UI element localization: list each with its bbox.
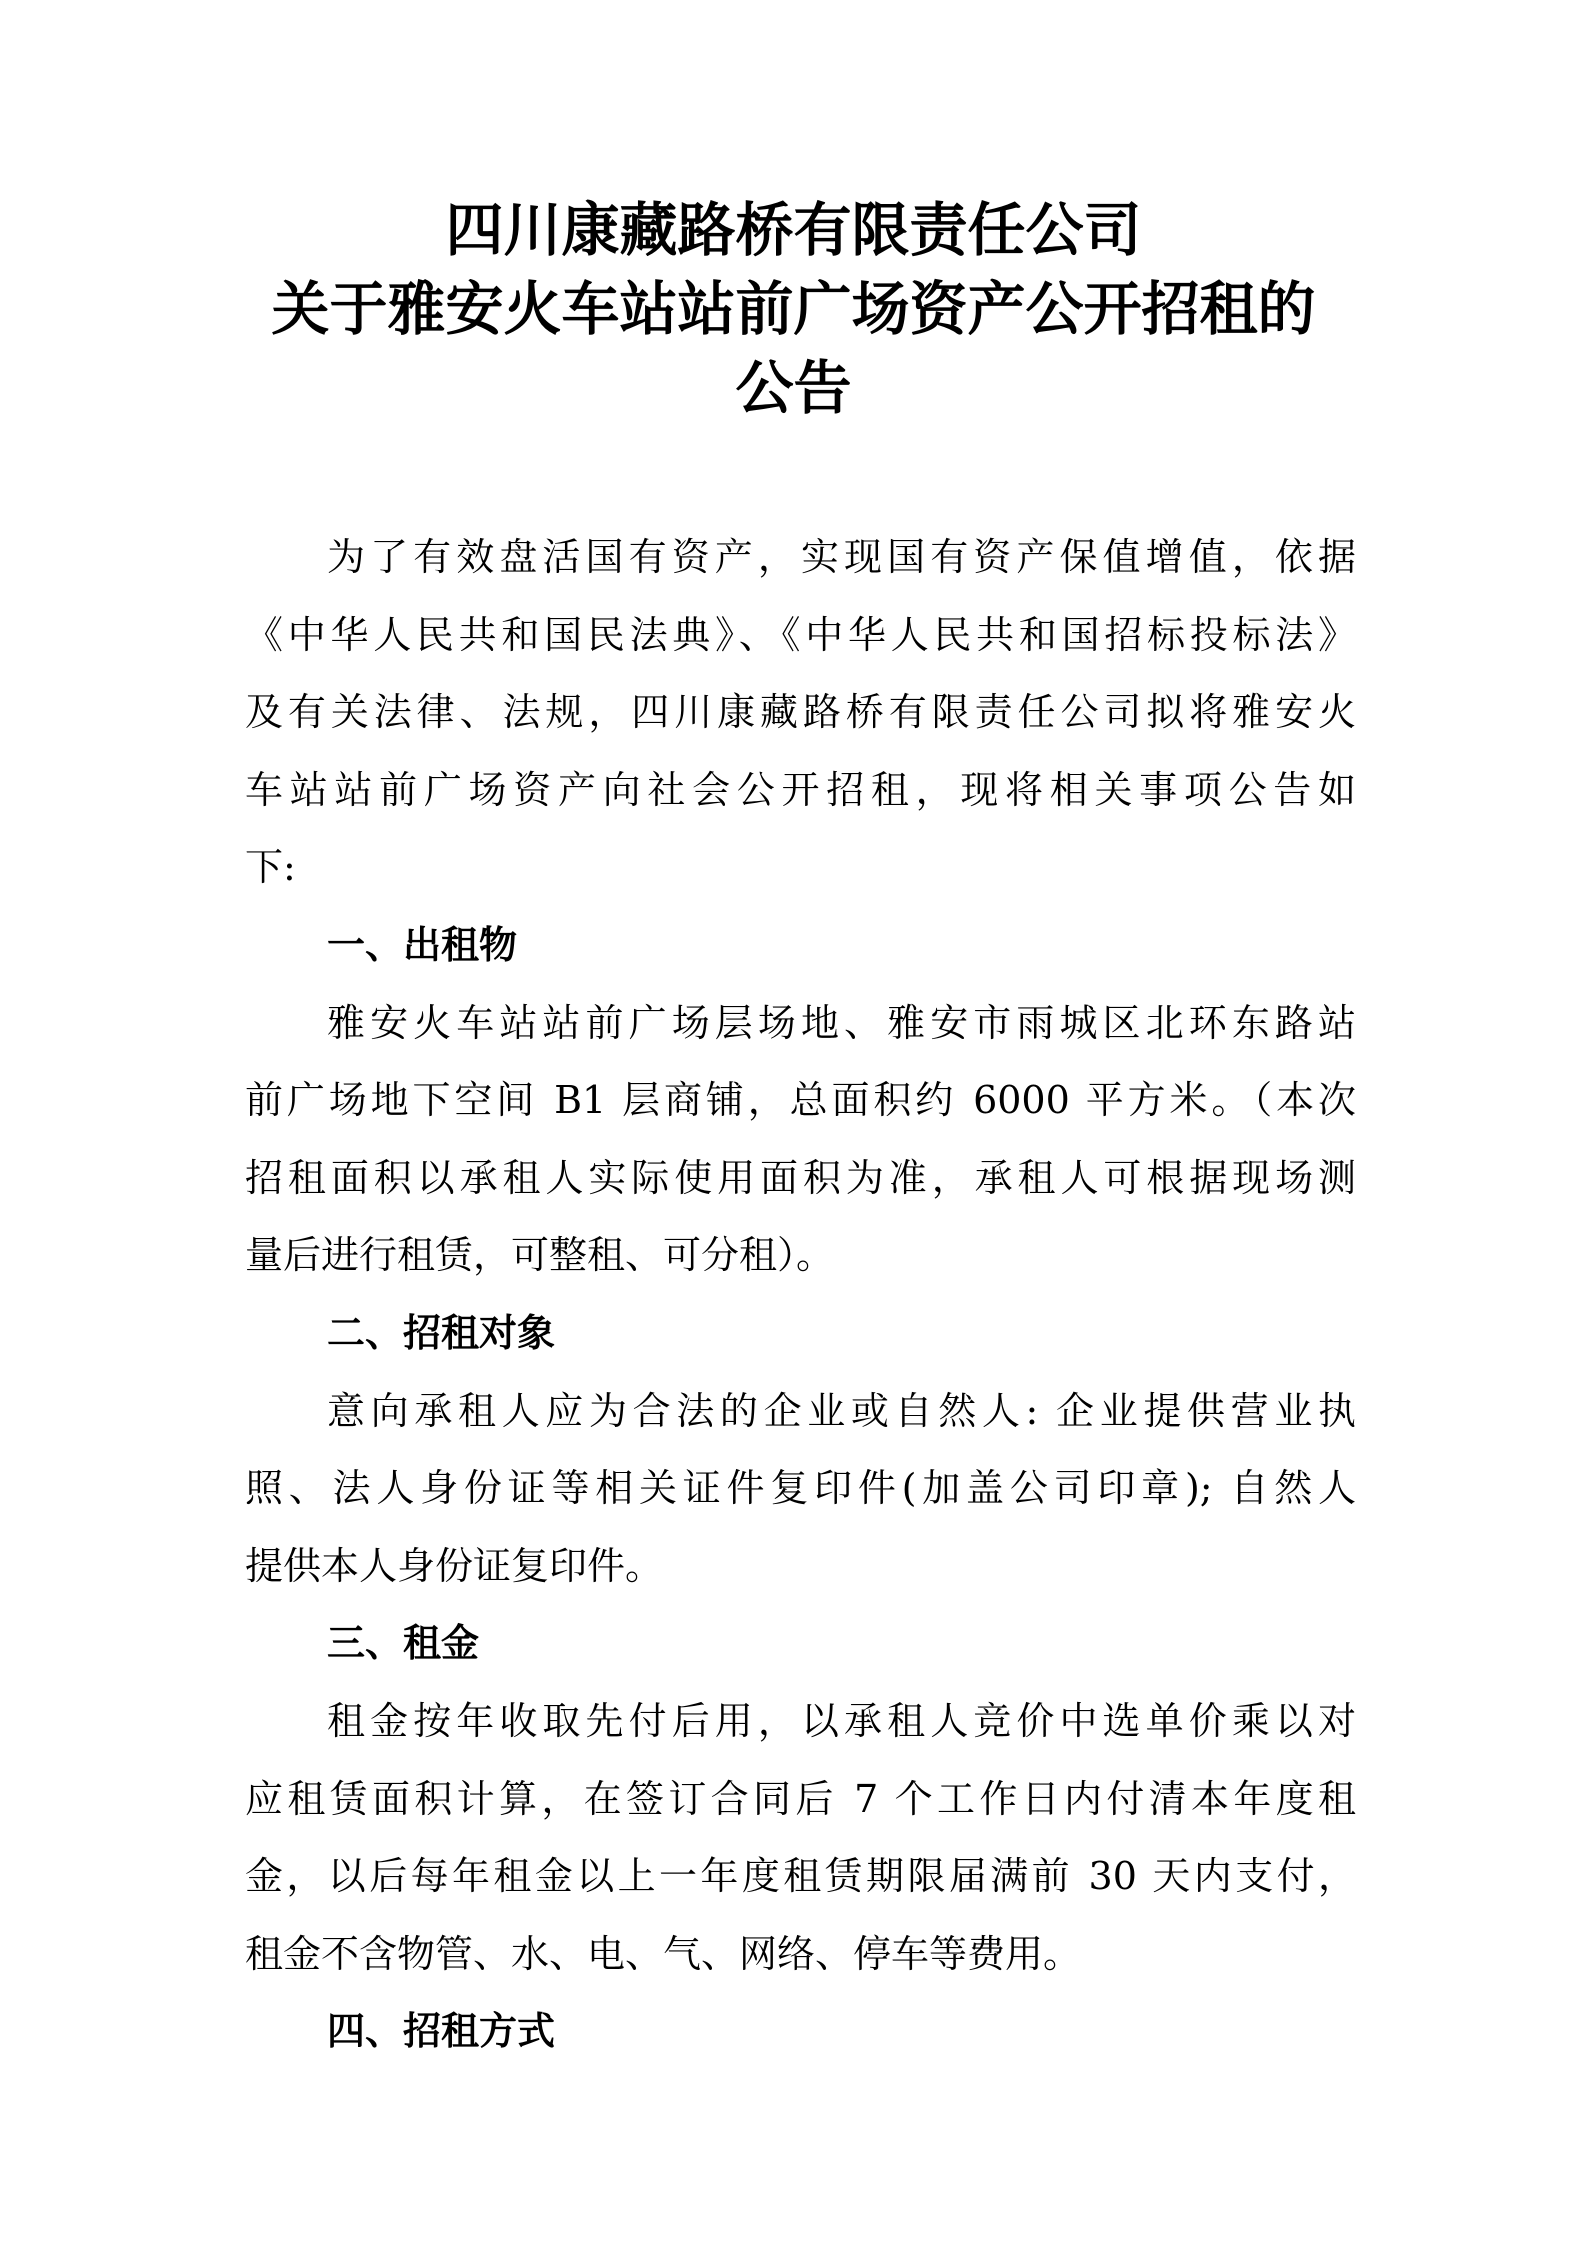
text-line: 雅安火车站站前广场层场地、雅安市雨城区北环东路站 [327, 1000, 1356, 1045]
text-line: 量后进行租赁，可整租、可分租）。 [245, 1233, 835, 1278]
text-line: 提供本人身份证复印件。 [245, 1543, 664, 1588]
text-line: 应租赁面积计算，在签订合同后 7 个工作日内付清本年度租 [245, 1776, 1356, 1821]
title-line: 公告 [735, 354, 852, 422]
section-leased-property [245, 907, 1356, 1295]
text-line: 车站站前广场资产向社会公开招租，现将相关事项公告如 [245, 767, 1356, 812]
text-line: 为了有效盘活国有资产，实现国有资产保值增值，依据 [327, 535, 1356, 579]
document-body [245, 519, 1356, 2071]
section-heading: 一、出租物 [327, 922, 518, 967]
text-line: 租金不含物管、水、电、气、网络、停车等费用。 [245, 1931, 1082, 1976]
text-line: 及有关法律、法规，四川康藏路桥有限责任公司拟将雅安火 [245, 690, 1356, 735]
intro-paragraph [245, 519, 1356, 907]
document-title [0, 191, 1587, 428]
section-rent [245, 1605, 1356, 1993]
section-heading: 四、招租方式 [327, 2009, 556, 2054]
text-line: 照、法人身份证等相关证件复印件(加盖公司印章); 自然人 [245, 1466, 1356, 1511]
section-leasing-method [245, 1993, 1356, 2071]
text-line: 前广场地下空间 B1 层商铺，总面积约 6000 平方米。（本次 [245, 1078, 1356, 1123]
text-line: 《中华人民共和国民法典》、《中华人民共和国招标投标法》 [245, 612, 1356, 657]
text-line: 招租面积以承租人实际使用面积为准，承租人可根据现场测 [245, 1155, 1356, 1200]
text-line: 意向承租人应为合法的企业或自然人: 企业提供营业执 [327, 1388, 1356, 1433]
text-line: 租金按年收取先付后用，以承租人竞价中选单价乘以对 [327, 1698, 1356, 1743]
title-line: 四川康藏路桥有限责任公司 [445, 196, 1142, 264]
section-eligible-tenants [245, 1295, 1356, 1605]
section-heading: 三、租金 [327, 1621, 480, 1666]
text-line: 金，以后每年租金以上一年度租赁期限届满前 30 天内支付， [245, 1854, 1356, 1899]
text-line: 下: [245, 845, 296, 890]
title-line: 关于雅安火车站站前广场资产公开招租的 [271, 275, 1316, 343]
section-heading: 二、招租对象 [327, 1310, 556, 1355]
